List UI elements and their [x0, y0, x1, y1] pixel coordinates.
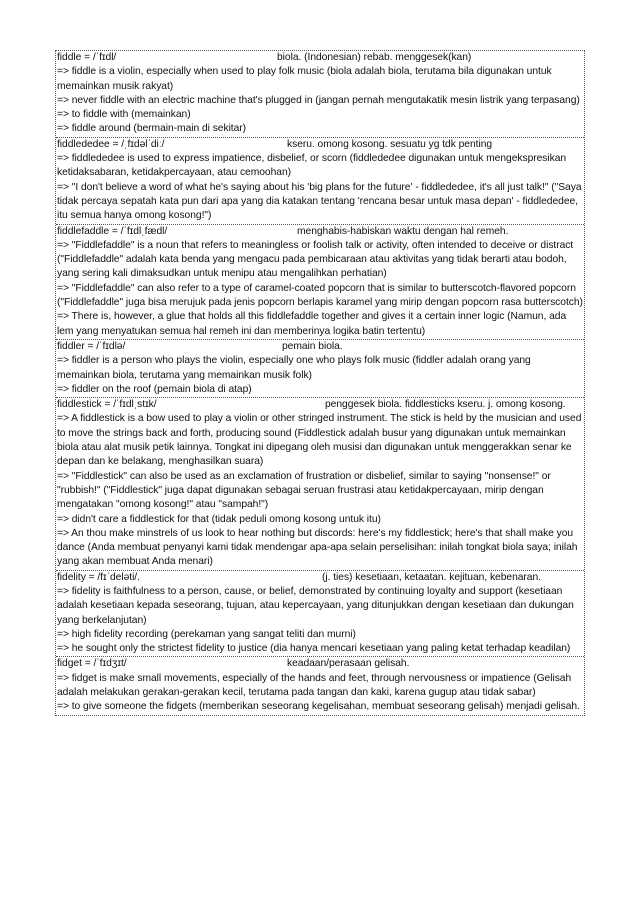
entry-headword: fidget = /ˈfɪdʒɪt/	[57, 658, 127, 670]
dictionary-entry	[56, 51, 584, 138]
entry-headword: fiddlestick = /ˈfɪdlˌstɪk/	[57, 399, 157, 411]
entry-example-line: => to fiddle with (memainkan)	[57, 109, 191, 121]
entry-example-line: => high fidelity recording (perekaman yang sangat teliti dan murni)	[57, 628, 356, 640]
entry-translation: keadaan/perasaan gelisah.	[287, 658, 410, 670]
entry-headword: fidelity = /fɪˈdeləti/.	[57, 571, 140, 583]
entry-headline	[57, 657, 584, 671]
entry-translation: penggesek biola. fiddlesticks kseru. j. omong kosong.	[325, 399, 566, 411]
entry-headline	[57, 225, 584, 239]
entry-example-line: => fidelity is faithfulness to a person, cause, or belief, demonstrated by continuing loyalty and support (kesetiaan adalah kesetiaan kepada seseorang, tujuan, atau kepercayaan, yang ditunjukkan dengan kesetiaan dan dukungan yang berkelanjutan)	[57, 585, 574, 626]
entry-example-line: => A fiddlestick is a bow used to play a violin or other stringed instrument. The stick is held by the musician and used to move the strings back and forth, producing sound (Fiddlestick adalah busur yang digunakan untuk memainkan biola atau alat musik petik lainnya. Tongkat ini dipegang oleh musisi dan digunakan untuk menggerakkan senar ke depan dan ke belakang, menghasilkan suara)	[57, 413, 582, 468]
entry-headword: fiddler = /ˈfɪdlə/	[57, 340, 126, 352]
entry-example-line: => "Fiddlestick" can also be used as an exclamation of frustration or disbelief, similar to saying "nonsense!" or "rubbish!" ("Fiddlestick" juga dapat digunakan sebagai seruan frustrasi atau ketidakpercayaan, mirip dengan mengatakan "omong kosong!" atau "sampah!")	[57, 470, 551, 511]
dictionary-entry	[56, 657, 584, 714]
dictionary-document	[55, 50, 585, 716]
dictionary-entry	[56, 340, 584, 398]
entry-example-line: => fiddler is a person who plays the violin, especially one who plays folk music (fiddler adalah orang yang memainkan biola, terutama yang memainkan musik folk)	[57, 355, 531, 381]
entry-headline	[57, 138, 584, 152]
entry-example-line: => fidget is make small movements, especially of the hands and feet, through nervousness or impatience (Gelisah adalah melakukan gerakan-gerakan kecil, terutama pada tangan dan kaki, karena gugup atau tidak sabar)	[57, 672, 572, 699]
entry-example-line: => fiddle is a violin, especially when used to play folk music (biola adalah biola, terutama bila digunakan untuk memainkan musik rakyat)	[57, 66, 552, 92]
entry-example-line: => fiddler on the roof (pemain biola di atap)	[57, 383, 252, 395]
entry-translation: biola. (Indonesian) rebab. menggesek(kan)	[277, 52, 472, 63]
entry-example-line: => "Fiddlefaddle" can also refer to a type of caramel-coated popcorn that is similar to butterscotch-flavored popcorn ("Fiddlefaddle" juga bisa merujuk pada jenis popcorn berlapis karamel yang mirip dengan popcorn rasa butterscotch)	[57, 282, 583, 309]
entry-example-line: => "Fiddlefaddle" is a noun that refers to meaningless or foolish talk or activity, often intended to deceive or distract ("Fiddlefaddle" adalah kata benda yang mengacu pada pembicaraan atau aktivitas yang tidak berarti atau bodoh, yang sering kali dimaksudkan untuk menipu atau mengalihkan perhatian)	[57, 239, 574, 280]
dictionary-entry	[56, 571, 584, 658]
dictionary-entry	[56, 225, 584, 340]
entry-translation: (j. ties) kesetiaan, ketaatan. kejituan, kebenaran.	[322, 571, 541, 583]
entry-headword: fiddlefaddle = /ˈfɪdlˌfædl/	[57, 225, 168, 237]
entry-headline	[57, 340, 584, 354]
entry-headline	[57, 398, 584, 412]
entry-example-line: => An thou make minstrels of us look to hear nothing but discords: here's my fiddlestick; here's that shall make you dance (Anda membuat penyanyi kami tidak mendengar apa-apa selain perselisihan: inilah tongkat biola saya; inilah yang akan membuat Anda menari)	[57, 527, 578, 568]
entry-example-line: => he sought only the strictest fidelity to justice (dia hanya mencari kesetiaan yang paling ketat terhadap keadilan)	[57, 643, 571, 655]
entry-translation: pemain biola.	[282, 340, 343, 352]
entry-headline	[57, 571, 584, 585]
entry-example-line: => "I don't believe a word of what he's saying about his 'big plans for the future' - fiddlededee, it's all just talk!" ("Saya tidak percaya sepatah kata pun dari apa yang dia katakan tentang 'rencana besar untuk masa depan' - fiddlededee, itu semua hanya omong kosong!")	[57, 181, 582, 222]
entry-example-line: => didn't care a fiddlestick for that (tidak peduli omong kosong untuk itu)	[57, 513, 381, 525]
entry-example-line: => never fiddle with an electric machine that's plugged in (jangan pernah mengutakatik mesin listrik yang terpasang)	[57, 94, 580, 106]
dictionary-entry	[56, 138, 584, 225]
entry-example-line: => fiddle around (bermain-main di sekitar)	[57, 123, 247, 135]
entry-translation: menghabis-habiskan waktu dengan hal remeh.	[297, 225, 509, 237]
entry-headword: fiddle = /ˈfɪdl/	[57, 52, 117, 63]
entry-headline	[57, 51, 584, 65]
entry-example-line: => There is, however, a glue that holds all this fiddlefaddle together and gives it a certain inner logic (Namun, ada lem yang menyatukan semua hal remeh ini dan memberinya logika batin tertentu)	[57, 311, 567, 337]
entry-example-line: => to give someone the fidgets (memberikan seseorang kegelisahan, membuat seseorang gelisah) menjadi gelisah.	[57, 701, 580, 713]
entry-translation: kseru. omong kosong. sesuatu yg tdk penting	[287, 138, 493, 150]
entry-example-line: => fiddlededee is used to express impatience, disbelief, or scorn (fiddlededee digunakan untuk mengekspresikan ketidaksabaran, ketidakpercayaan, atau cemoohan)	[57, 153, 567, 179]
dictionary-entry	[56, 398, 584, 571]
entry-headword: fiddlededee = /ˌfɪdəlˈdiː/	[57, 138, 165, 150]
